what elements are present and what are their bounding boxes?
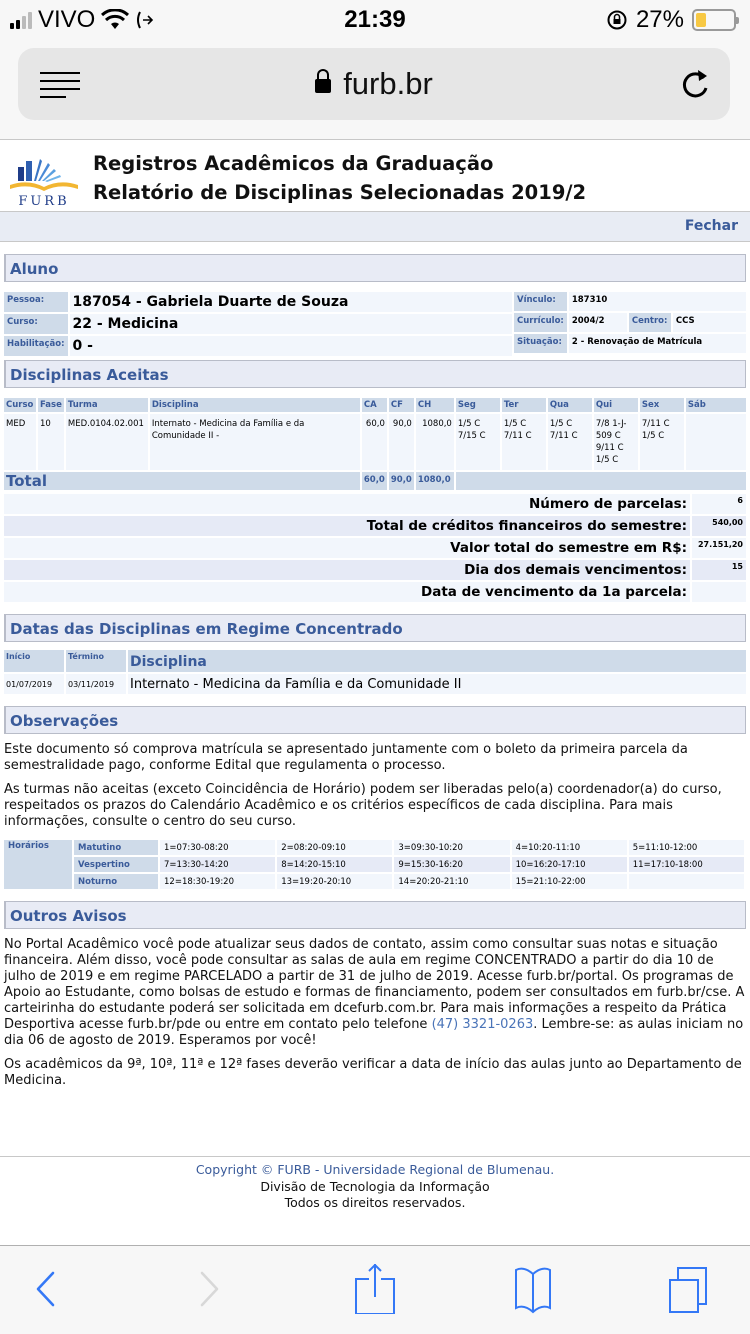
action-bar (0, 212, 750, 242)
pessoa-value: 187054 - Gabriela Duarte de Souza (70, 292, 513, 312)
curso-label: Curso: (4, 314, 68, 334)
situacao-label: Situação: (514, 334, 567, 353)
phone-link[interactable]: (47) 3321-0263 (431, 1017, 534, 1032)
total-label: Total (4, 472, 360, 490)
col-sab: Sáb (686, 398, 746, 412)
col-fase: Fase (40, 400, 62, 410)
logo-text: FURB (18, 194, 70, 207)
division-text: Divisão de Tecnologia da Informação (260, 1178, 490, 1194)
fin-row (4, 538, 746, 558)
cell-termino: 03/11/2019 (66, 674, 126, 694)
col-ter: Ter (502, 398, 546, 412)
cell-sex: 7/11 C 1/5 C (640, 414, 684, 470)
horarios-label: Horários (4, 840, 72, 889)
observation-paragraph: As turmas não aceitas (exceto Coincidência de Horário) podem ser liberadas pelo(a) coordenador(a) do curso, respeitados os prazos do Calendário Acadêmico e os critérios específicos de cada disciplina. Para mais informações, consulte o centro do seu curso. (4, 782, 722, 829)
cell-sab (686, 414, 746, 470)
page-header (0, 141, 750, 212)
fin-label: Dia dos demais vencimentos: (4, 560, 690, 580)
forward-icon[interactable] (185, 1264, 235, 1314)
fin-value: 27.151,20 (692, 538, 746, 558)
fin-row (4, 494, 746, 514)
class-schedule-table (2, 838, 746, 891)
slot: 12=18:30-19:20 (160, 874, 275, 889)
vinculo-label: Vínculo: (514, 292, 567, 311)
col-inicio: Início (4, 650, 64, 672)
slot: 15=21:10-22:00 (512, 874, 627, 889)
disciplines-header-row (4, 398, 746, 412)
table-row (4, 414, 746, 470)
period-label: Matutino (74, 840, 158, 855)
browser-toolbar (0, 40, 750, 140)
fin-label: Total de créditos financeiros do semestre: (4, 516, 690, 536)
page-title: Registros Acadêmicos da Graduação (93, 152, 494, 175)
slot: 7=13:30-14:20 (160, 857, 275, 872)
col-disciplina: Disciplina (150, 398, 360, 412)
total-row (4, 472, 746, 490)
curriculo-value: 2004/2 (569, 313, 627, 332)
share-icon[interactable] (350, 1264, 400, 1314)
total-filler (456, 472, 746, 490)
fin-value: 6 (692, 494, 746, 514)
furb-logo (8, 155, 80, 207)
url-display[interactable] (18, 66, 730, 102)
financial-summary (2, 492, 748, 604)
observation-paragraph: Este documento só comprova matrícula se apresentado juntamente com o boleto da primeira parcela da semestralidade pago, conforme Edital que regulamenta o processo. (4, 742, 688, 773)
total-ca: 60,0 (362, 472, 387, 490)
student-info-right (512, 290, 748, 355)
slot: 2=08:20-09:10 (277, 840, 392, 855)
slot: 10=16:20-17:10 (512, 857, 627, 872)
cell-seg: 1/5 C 7/15 C (456, 414, 500, 470)
slot: 3=09:30-10:20 (394, 840, 509, 855)
cell-disciplina: Internato - Medicina da Família e da Comunidade II - (150, 414, 360, 470)
col-cf: CF (389, 398, 414, 412)
situacao-value: 2 - Renovação de Matrícula (569, 334, 746, 353)
col-sex: Sex (640, 398, 684, 412)
rights-text: Todos os direitos reservados. (284, 1195, 466, 1210)
slot: 13=19:20-20:10 (277, 874, 392, 889)
cell-cf: 90,0 (389, 414, 414, 470)
fin-row (4, 582, 746, 602)
curriculo-label: Currículo: (514, 313, 567, 332)
fin-value: 540,00 (692, 516, 746, 536)
fin-label: Data de vencimento da 1a parcela: (4, 582, 690, 602)
col-qui: Qui (594, 398, 638, 412)
pessoa-label: Pessoa: (4, 292, 68, 312)
curso-value: 22 - Medicina (70, 314, 513, 334)
col-disciplina: Disciplina (128, 650, 746, 672)
student-info-left (2, 290, 514, 358)
tabs-icon[interactable] (668, 1264, 718, 1314)
slot: 8=14:20-15:10 (277, 857, 392, 872)
section-header-observacoes: Observações (4, 706, 746, 734)
fin-value: 15 (692, 560, 746, 580)
slot (629, 874, 744, 889)
centro-label: Centro: (629, 313, 671, 332)
col-qua: Qua (548, 398, 592, 412)
cell-qui: 7/8 1-J- 509 C 9/11 C 1/5 C (594, 414, 638, 470)
cell-ca: 60,0 (362, 414, 387, 470)
rotation-lock-icon (606, 9, 628, 31)
habilitacao-value: 0 - (70, 336, 513, 356)
disciplines-table (2, 396, 748, 492)
table-row (4, 674, 746, 694)
notice-paragraph: Os acadêmicos da 9ª, 10ª, 11ª e 12ª fases deverão verificar a data de início das aulas junto ao Departamento de Medicina. (4, 1057, 742, 1088)
centro-value: CCS (673, 313, 746, 332)
period-label: Vespertino (74, 857, 158, 872)
cell-fase: 10 (38, 414, 64, 470)
col-ch: CH (416, 398, 454, 412)
concentrated-dates-table (2, 648, 748, 696)
cell-curso: MED (4, 414, 36, 470)
browser-bottom-bar (0, 1245, 750, 1334)
notice-paragraph (4, 937, 746, 1049)
slot: 11=17:10-18:00 (629, 857, 744, 872)
section-header-disciplinas: Disciplinas Aceitas (4, 360, 746, 388)
carrier-name: VIVO (38, 6, 96, 33)
vinculo-value: 187310 (569, 292, 746, 311)
col-turma: Turma (66, 398, 148, 412)
notice-text: . Lembre-se: as aulas iniciam no dia 06 de agosto de 2019. Esperamos por você! (4, 1017, 744, 1048)
period-label: Noturno (74, 874, 158, 889)
slot: 4=10:20-11:10 (512, 840, 627, 855)
col-ca: CA (362, 398, 387, 412)
page-content (0, 141, 750, 1089)
cell-disciplina: Internato - Medicina da Família e da Comunidade II (128, 674, 746, 694)
fin-row (4, 516, 746, 536)
cell-ter: 1/5 C 7/11 C (502, 414, 546, 470)
col-termino: Término (66, 650, 126, 672)
page-footer (0, 1156, 750, 1212)
copyright-text: Copyright © FURB - Universidade Regional de Blumenau. (195, 1162, 555, 1177)
col-seg: Seg (456, 398, 500, 412)
cell-qua: 1/5 C 7/11 C (548, 414, 592, 470)
observations-text (0, 742, 750, 830)
col-curso: Curso (4, 398, 36, 412)
section-header-concentrado: Datas das Disciplinas em Regime Concentrado (4, 614, 746, 642)
fin-label: Valor total do semestre em R$: (4, 538, 690, 558)
cell-ch: 1080,0 (416, 414, 454, 470)
student-info (0, 290, 750, 354)
lock-icon (315, 79, 331, 93)
fin-row (4, 560, 746, 580)
notices-text (0, 937, 750, 1089)
section-header-avisos: Outros Avisos (4, 901, 746, 929)
slot: 1=07:30-08:20 (160, 840, 275, 855)
battery-icon (692, 9, 736, 31)
clock: 21:39 (344, 6, 406, 33)
page-subtitle: Relatório de Disciplinas Selecionadas 2019/2 (93, 181, 587, 204)
slot: 5=11:10-12:00 (629, 840, 744, 855)
close-link[interactable]: Fechar (684, 218, 738, 234)
total-cf: 90,0 (389, 472, 414, 490)
cell-turma: MED.0104.02.001 (66, 414, 148, 470)
cell-inicio: 01/07/2019 (4, 674, 64, 694)
total-ch: 1080,0 (416, 472, 454, 490)
status-bar (0, 0, 750, 40)
fin-value (692, 582, 746, 602)
bookmarks-icon[interactable] (508, 1264, 558, 1314)
section-header-aluno: Aluno (4, 254, 746, 282)
url-text: furb.br (343, 66, 433, 101)
back-icon[interactable] (20, 1264, 70, 1314)
reload-icon[interactable] (678, 66, 714, 102)
slot: 14=20:20-21:10 (394, 874, 509, 889)
address-bar[interactable] (18, 48, 730, 120)
notice-text: No Portal Acadêmico você pode atualizar seus dados de contato, assim como consultar suas notas e situação financeira. Além disso, você pode consultar as salas de aula em regime CONCENTRADO a partir do dia 10 de julho de 2019 e em regime PARCELADO a partir de 31 de julho de 2019. Acesse furb.br/portal. Os programas de Apoio ao Estudante, como bolsas de estudo e formas de financiamento, podem ser consultados em furb.br/cse. A carteirinha do estudante poderá ser solicitada em dcefurb.com.br. Para mais informações a respeito da Prática Desportiva acesse furb.br/pde ou entre em contato pelo telefone (4, 937, 745, 1032)
fin-label: Número de parcelas: (4, 494, 690, 514)
battery-percent: 27% (635, 6, 684, 33)
slot: 9=15:30-16:20 (394, 857, 509, 872)
habilitacao-label: Habilitação: (4, 336, 68, 356)
